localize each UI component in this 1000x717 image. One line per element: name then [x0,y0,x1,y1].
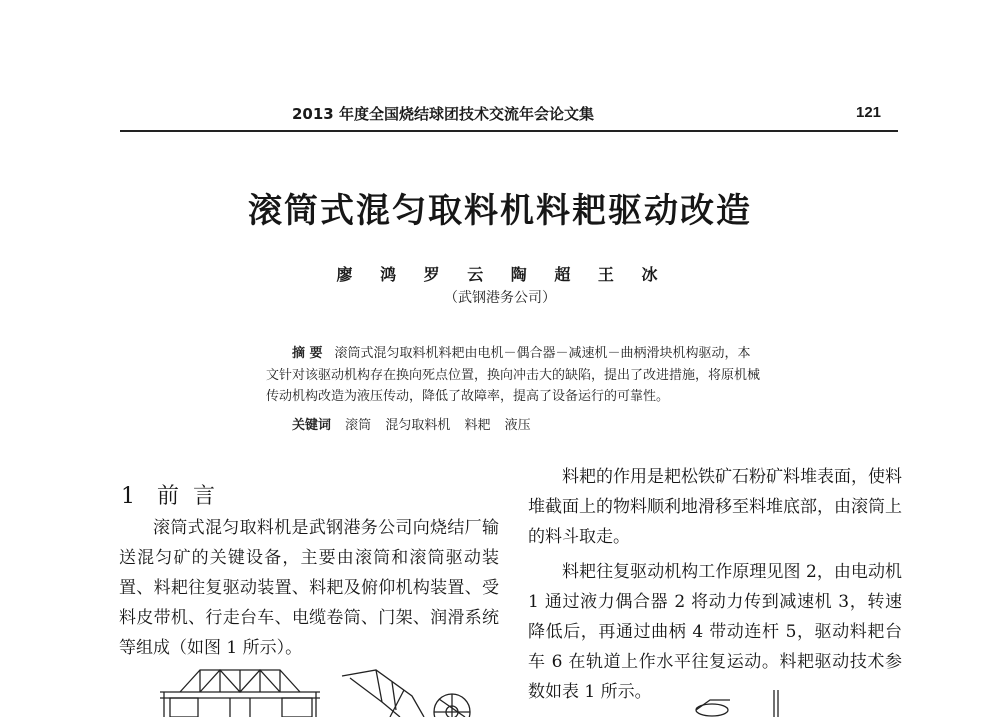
authors: 廖 鸿 罗 云 陶 超 王 冰 [336,265,664,284]
right-column [528,462,902,712]
paragraph: 料耙的作用是耙松铁矿石粉矿料堆表面，使料堆截面上的物料顺利地滑移至料堆底部，由滚筒上的料斗取走。 [528,467,902,547]
keyword: 滚筒 [345,418,372,433]
left-column [119,513,499,668]
journal-title: 2013 年度全国烧结球团技术交流年会论文集 [292,105,594,123]
affiliation: （武钢港务公司） [444,290,556,306]
abstract-label: 摘 要 [292,346,323,361]
keyword: 料耙 [464,418,491,433]
abstract [266,343,762,408]
section-number: 1 [121,484,137,509]
drive-mechanism-figure [690,690,800,717]
paragraph: 滚筒式混匀取料机是武钢港务公司向烧结厂输送混匀矿的关键设备，主要由滚筒和滚筒驱动装置、料耙往复驱动装置、料耙及俯仰机构装置、受料皮带机、行走台车、电缆卷筒、门架、润滑系统等组成（如图 1 所示）。 [119,518,499,658]
section-heading [121,479,229,510]
keywords [292,414,541,433]
section-title: 前言 [157,484,230,509]
machine-figure [160,662,490,717]
paragraph: 料耙往复驱动机构工作原理见图 2，由电动机 1 通过液力偶合器 2 将动力传到减速机 3，转速降低后，再通过曲柄 4 带动连杆 5，驱动料耙台车 6 在轨道上作水平往复运动。料耙驱动技术参数如表 1 所示。 [528,562,902,702]
keyword: 液压 [504,418,531,433]
paper-title: 滚筒式混匀取料机料耙驱动改造 [248,191,752,231]
page-number: 121 [856,104,882,121]
abstract-text: 滚筒式混匀取料机料耙由电机－偶合器－减速机－曲柄滑块机构驱动，本文针对该驱动机构存在换向死点位置，换向冲击大的缺陷，提出了改进措施，将原机械传动机构改造为液压传动，降低了故障率，提高了设备运行的可靠性。 [266,346,761,404]
keywords-label: 关键词 [292,418,332,433]
header-rule [120,130,898,132]
keyword: 混匀取料机 [385,418,451,433]
